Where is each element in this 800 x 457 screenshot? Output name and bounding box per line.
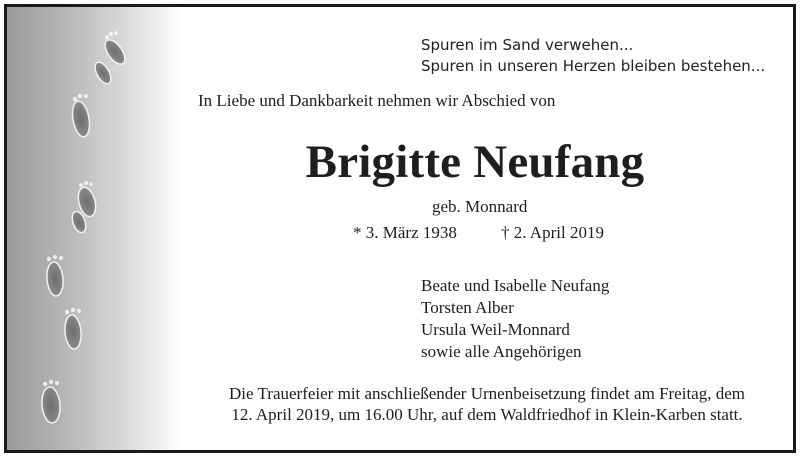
poem — [421, 35, 765, 77]
poem-line-2: Spuren in unseren Herzen bleiben bestehen... — [421, 57, 766, 75]
deceased-name: Brigitte Neufang — [305, 136, 645, 188]
funeral-line-1: Die Trauerfeier mit anschließender Urnenbeisetzung findet am Freitag, dem — [229, 384, 745, 403]
sand-footprints-image — [7, 7, 182, 450]
intro-text: In Liebe und Dankbarkeit nehmen wir Abschied von — [198, 91, 556, 110]
mourner-item: Ursula Weil-Monnard — [421, 320, 570, 339]
funeral-notice — [187, 383, 787, 425]
mourner-item: Torsten Alber — [421, 298, 514, 317]
obituary-card — [4, 4, 796, 453]
footprints-image — [7, 7, 182, 450]
poem-line-1: Spuren im Sand verwehen... — [421, 36, 634, 54]
maiden-name: geb. Monnard — [432, 197, 528, 216]
mourner-item: Beate und Isabelle Neufang — [421, 276, 610, 295]
mourner-item: sowie alle Angehörigen — [421, 342, 582, 361]
birth-date: * 3. März 1938 — [353, 223, 457, 242]
funeral-line-2: 12. April 2019, um 16.00 Uhr, auf dem Waldfriedhof in Klein-Karben statt. — [231, 405, 743, 424]
death-date: † 2. April 2019 — [501, 223, 604, 242]
mourners-list — [421, 275, 609, 363]
